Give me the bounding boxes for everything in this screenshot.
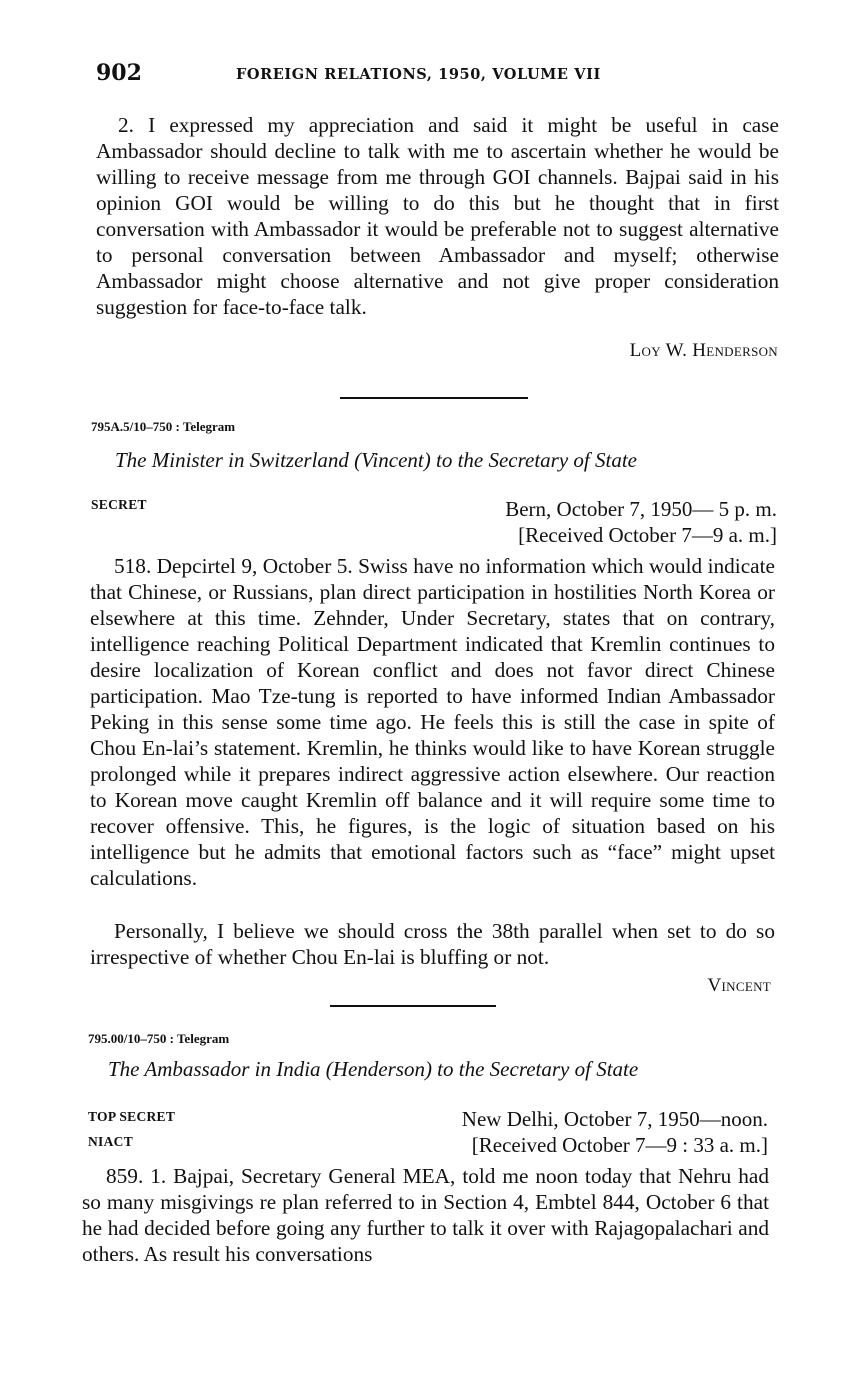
doc3-received: [Received October 7—9 : 33 a. m.]: [471, 1133, 768, 1157]
doc2-received: [Received October 7—9 a. m.]: [518, 523, 777, 547]
section-divider: [330, 1005, 496, 1007]
doc3-file-id: 795.00/10–750 : Telegram: [88, 1031, 230, 1046]
section-divider: [340, 397, 528, 399]
doc2-classification: SECRET: [91, 497, 147, 512]
doc2-title: The Minister in Switzerland (Vincent) to the Secretary of State: [115, 448, 637, 472]
doc2-dateline: Bern, October 7, 1950— 5 p. m.: [505, 497, 777, 521]
doc1-signature: Loy W. Henderson: [629, 340, 778, 361]
doc2-paragraph-2: Personally, I believe we should cross the 38th parallel when set to do so irrespective of whether Chou En-lai is bluffing or not.: [90, 919, 775, 969]
doc2-file-id: 795A.5/10–750 : Telegram: [91, 419, 236, 434]
doc3-classification: TOP SECRET: [88, 1109, 176, 1124]
doc3-dateline: New Delhi, October 7, 1950—noon.: [461, 1107, 768, 1131]
doc1-paragraph: 2. I expressed my appreciation and said it might be useful in case Ambassador should decline to talk with me to ascertain whether he would be willing to receive message from me through GOI channels. Bajpai said in his opinion GOI would be willing to do this but he thought that in first conversation with Ambassador it would be preferable not to suggest alternative to personal conversation between Ambassador and myself; otherwise Ambassador might choose alternative and not give proper consideration suggestion for face-to-face talk.: [96, 113, 779, 319]
doc3-niact: NIACT: [88, 1134, 134, 1149]
doc3-paragraph: 859. 1. Bajpai, Secretary General MEA, told me noon today that Nehru had so many misgivings re plan referred to in Section 4, Embtel 844, October 6 that he had decided before going any further to talk it over with Rajagopalachari and others. As result his conversations: [82, 1164, 769, 1266]
doc3-title: The Ambassador in India (Henderson) to the Secretary of State: [108, 1057, 639, 1081]
doc2-signature: Vincent: [707, 975, 771, 996]
running-head: FOREIGN RELATIONS, 1950, VOLUME VII: [236, 66, 601, 83]
page-number: 902: [96, 60, 142, 86]
doc2-paragraph-1: 518. Depcirtel 9, October 5. Swiss have no information which would indicate that Chinese, or Russians, plan direct participation in hostilities North Korea or elsewhere at this time. Zehnder, Under Secretary, states that on contrary, intelligence reaching Political Department indicated that Kremlin continues to desire localization of Korean conflict and does not favor direct Chinese participation. Mao Tze-tung is reported to have informed Indian Ambassador Peking in this sense some time ago. He feels this is still the case in spite of Chou En-lai’s statement. Kremlin, he thinks would like to have Korean struggle prolonged while it prepares indirect aggressive action elsewhere. Our reaction to Korean move caught Kremlin off balance and it will require some time to recover offensive. This, he figures, is the logic of situation based on his intelligence but he admits that emotional factors such as “face” might upset calculations.: [90, 554, 775, 890]
